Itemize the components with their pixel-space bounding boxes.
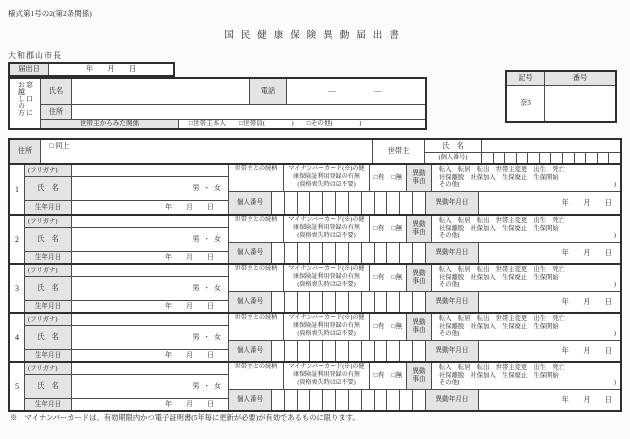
digit-cell bbox=[399, 390, 412, 410]
digit-cell bbox=[361, 341, 374, 361]
furigana-label: (フリガナ) bbox=[25, 314, 71, 325]
footnote: ※ マイナンバーカードは、有効期限内かつ電子証明書(5年毎に更新が必要)が有効であるものに限ります。 bbox=[10, 413, 360, 422]
phone-field: ― ― bbox=[286, 79, 425, 104]
birth-date-label: 生年月日 bbox=[25, 350, 71, 361]
householder-personal-no-digit-boxes bbox=[481, 153, 620, 163]
householder-name-label: 氏 名 bbox=[425, 140, 481, 152]
householder-name-field bbox=[481, 140, 620, 152]
change-reason-label-line2: 事由 bbox=[412, 178, 426, 185]
birth-date-field: 年 月 日 bbox=[71, 301, 228, 312]
mynumber-card-note bbox=[283, 363, 369, 389]
digit-cell bbox=[309, 341, 322, 361]
householder-label: 世帯主 bbox=[372, 140, 424, 163]
change-reason-label bbox=[406, 363, 431, 389]
visitor-address-label: 住所 bbox=[41, 105, 71, 119]
reason-other-open: その他( bbox=[439, 232, 460, 240]
mynumber-note-line1: マイナンバーカード(※)の健 bbox=[288, 315, 365, 322]
visitor-relation-label: 世帯主からみた関係 bbox=[41, 120, 178, 128]
change-reason-label-line2: 事由 bbox=[412, 278, 426, 285]
mynumber-note-line3: (資格喪失時は☑不要) bbox=[297, 232, 356, 239]
digit-cell bbox=[374, 390, 387, 410]
digit-cell bbox=[297, 243, 310, 263]
row-number: 3 bbox=[10, 265, 24, 312]
furigana-field bbox=[71, 165, 228, 176]
move-date-field: 年 月 日 bbox=[478, 243, 620, 263]
furigana-label: (フリガナ) bbox=[25, 216, 71, 227]
digit-cell bbox=[585, 153, 597, 163]
householder-relation-field: 世帯主との続柄 bbox=[229, 165, 283, 191]
change-reason-options bbox=[431, 314, 620, 340]
move-date-field: 年 月 日 bbox=[478, 341, 620, 361]
householder-relation-field: 世帯主との続柄 bbox=[229, 216, 283, 242]
reason-options-line2: 社保離脱 社保加入 生保廃止 生保開始 bbox=[439, 173, 559, 181]
name-label: 氏 名 bbox=[25, 277, 71, 300]
registration-yes-no-checkboxes: □有 □無 bbox=[369, 265, 406, 291]
change-reason-label bbox=[406, 314, 431, 340]
digit-cell bbox=[527, 153, 539, 163]
householder-relation-field: 世帯主との続柄 bbox=[229, 363, 283, 389]
person-row bbox=[10, 361, 620, 410]
name-label: 氏 名 bbox=[25, 375, 71, 398]
digit-cell bbox=[482, 153, 493, 163]
reason-options-line1: 転入 転居 転出 世帯主変更 出生 死亡 bbox=[439, 216, 565, 224]
furigana-field bbox=[71, 265, 228, 276]
digit-cell bbox=[504, 153, 516, 163]
digit-cell bbox=[412, 341, 425, 361]
digit-cell bbox=[550, 153, 562, 163]
move-date-label: 異動年月日 bbox=[425, 341, 478, 361]
reason-options-line1: 転入 転居 転出 世帯主変更 出生 死亡 bbox=[439, 363, 565, 371]
reason-options-line2: 社保離脱 社保加入 生保廃止 生保開始 bbox=[439, 273, 559, 281]
digit-cell bbox=[374, 243, 387, 263]
birth-date-field: 年 月 日 bbox=[71, 399, 228, 410]
reason-options-line2: 社保離脱 社保加入 生保廃止 生保開始 bbox=[439, 224, 559, 232]
digit-cell bbox=[309, 390, 322, 410]
personal-number-digit-boxes bbox=[271, 292, 425, 312]
change-reason-options bbox=[431, 216, 620, 242]
table-header-row bbox=[10, 140, 620, 165]
addressee: 大和郡山市長 bbox=[8, 51, 62, 60]
furigana-label: (フリガナ) bbox=[25, 165, 71, 176]
mynumber-note-line2: 康保険証利用登録の有無 bbox=[292, 323, 361, 330]
digit-cell bbox=[297, 292, 310, 312]
name-field-with-sex: 男 ・ 女 bbox=[71, 277, 228, 300]
digit-cell bbox=[374, 292, 387, 312]
name-label: 氏 名 bbox=[25, 228, 71, 251]
change-reason-label-line1: 異動 bbox=[412, 319, 426, 327]
personal-number-label: 個人番号 bbox=[229, 243, 271, 263]
mynumber-card-note bbox=[283, 265, 369, 291]
move-date-label: 異動年月日 bbox=[425, 390, 478, 410]
digit-cell bbox=[284, 341, 297, 361]
name-field-with-sex: 男 ・ 女 bbox=[71, 375, 228, 398]
notify-date-label: 届出日 bbox=[10, 64, 48, 75]
digit-cell bbox=[272, 292, 284, 312]
row-number: 4 bbox=[10, 314, 24, 361]
birth-date-label: 生年月日 bbox=[25, 252, 71, 263]
digit-cell bbox=[608, 153, 620, 163]
digit-cell bbox=[335, 390, 348, 410]
change-reason-label bbox=[406, 265, 431, 291]
personal-number-digit-boxes bbox=[271, 390, 425, 410]
visitor-box bbox=[8, 77, 427, 130]
reason-other-close: ) bbox=[613, 181, 616, 189]
digit-cell bbox=[322, 292, 335, 312]
digit-cell bbox=[284, 192, 297, 214]
furigana-field bbox=[71, 314, 228, 325]
reason-options-line1: 転入 転居 転出 世帯主変更 出生 死亡 bbox=[439, 165, 565, 173]
birth-date-label: 生年月日 bbox=[25, 399, 71, 410]
digit-cell bbox=[361, 192, 374, 214]
change-reason-label bbox=[406, 165, 431, 191]
digit-cell bbox=[335, 292, 348, 312]
digit-cell bbox=[562, 153, 574, 163]
digit-cell bbox=[348, 292, 361, 312]
digit-cell bbox=[348, 390, 361, 410]
digit-cell bbox=[539, 153, 551, 163]
reason-options-line1: 転入 転居 転出 世帯主変更 出生 死亡 bbox=[439, 314, 565, 322]
move-date-label: 異動年月日 bbox=[425, 292, 478, 312]
move-date-field: 年 月 日 bbox=[478, 390, 620, 410]
digit-cell bbox=[272, 243, 284, 263]
reason-other-close: ) bbox=[613, 281, 616, 289]
personal-number-digit-boxes bbox=[271, 243, 425, 263]
furigana-field bbox=[71, 363, 228, 374]
digit-cell bbox=[361, 292, 374, 312]
visitor-side-label-right: 窓口に bbox=[25, 81, 34, 123]
move-date-field: 年 月 日 bbox=[478, 292, 620, 312]
furigana-label: (フリガナ) bbox=[25, 363, 71, 374]
digit-cell bbox=[322, 390, 335, 410]
visitor-name-label: 氏名 bbox=[41, 79, 71, 104]
mynumber-note-line2: 康保険証利用登録の有無 bbox=[292, 274, 361, 281]
person-row bbox=[10, 214, 620, 263]
name-label: 氏 名 bbox=[25, 177, 71, 200]
visitor-side-label bbox=[10, 79, 40, 128]
reason-other-open: その他( bbox=[439, 181, 460, 189]
mynumber-note-line2: 康保険証利用登録の有無 bbox=[292, 174, 361, 181]
digit-cell bbox=[309, 243, 322, 263]
mynumber-note-line3: (資格喪失時は☑不要) bbox=[297, 281, 356, 288]
name-field-with-sex: 男 ・ 女 bbox=[71, 326, 228, 349]
person-row bbox=[10, 263, 620, 312]
change-reason-label-line2: 事由 bbox=[412, 229, 426, 236]
birth-date-field: 年 月 日 bbox=[71, 350, 228, 361]
change-reason-label-line1: 異動 bbox=[412, 170, 426, 178]
digit-cell bbox=[386, 390, 399, 410]
change-reason-options bbox=[431, 265, 620, 291]
furigana-label: (フリガナ) bbox=[25, 265, 71, 276]
digit-cell bbox=[348, 243, 361, 263]
change-reason-label-line1: 異動 bbox=[412, 270, 426, 278]
birth-date-label: 生年月日 bbox=[25, 201, 71, 214]
mynumber-note-line1: マイナンバーカード(※)の健 bbox=[288, 266, 365, 273]
row-number: 1 bbox=[10, 165, 24, 214]
digit-cell bbox=[412, 292, 425, 312]
person-row bbox=[10, 312, 620, 361]
digit-cell bbox=[297, 341, 310, 361]
mynumber-note-line3: (資格喪失時は☑不要) bbox=[297, 181, 356, 188]
digit-cell bbox=[348, 192, 361, 214]
reason-options-line3 bbox=[439, 182, 616, 189]
move-date-label: 異動年月日 bbox=[425, 192, 478, 214]
digit-cell bbox=[272, 341, 284, 361]
change-reason-label-line2: 事由 bbox=[412, 327, 426, 334]
digit-cell bbox=[361, 390, 374, 410]
digit-cell bbox=[386, 243, 399, 263]
name-field-with-sex: 男 ・ 女 bbox=[71, 177, 228, 200]
change-reason-options bbox=[431, 165, 620, 191]
digit-cell bbox=[309, 292, 322, 312]
reason-other-open: その他( bbox=[439, 330, 460, 338]
digit-cell bbox=[386, 192, 399, 214]
form-code: 様式第1号の2(第2条関係) bbox=[8, 9, 92, 18]
phone-label: 電話 bbox=[249, 79, 286, 104]
digit-cell bbox=[374, 192, 387, 214]
change-reason-label-line2: 事由 bbox=[412, 376, 426, 383]
name-field-with-sex: 男 ・ 女 bbox=[71, 228, 228, 251]
row-number: 2 bbox=[10, 216, 24, 263]
personal-number-digit-boxes bbox=[271, 341, 425, 361]
personal-number-digit-boxes bbox=[271, 192, 425, 214]
symbol-value: 奈3 bbox=[507, 86, 544, 121]
mynumber-note-line2: 康保険証利用登録の有無 bbox=[292, 225, 361, 232]
registration-yes-no-checkboxes: □有 □無 bbox=[369, 216, 406, 242]
digit-cell bbox=[284, 243, 297, 263]
householder-relation-field: 世帯主との続柄 bbox=[229, 265, 283, 291]
digit-cell bbox=[335, 192, 348, 214]
reason-options-line3 bbox=[439, 233, 616, 240]
visitor-relation-checkboxes: □世帯主本人 □世帯員( ) □その他( ) bbox=[178, 120, 425, 128]
personal-number-label: 個人番号 bbox=[229, 341, 271, 361]
digit-cell bbox=[284, 292, 297, 312]
number-value bbox=[544, 86, 615, 121]
digit-cell bbox=[322, 341, 335, 361]
visitor-name-field bbox=[71, 79, 249, 104]
number-label: 番号 bbox=[544, 72, 615, 85]
digit-cell bbox=[516, 153, 528, 163]
move-date-field: 年 月 日 bbox=[478, 192, 620, 214]
notify-date-box bbox=[8, 62, 175, 77]
mynumber-card-note bbox=[283, 314, 369, 340]
page-title: 国民健康保険異動届出書 bbox=[224, 31, 406, 41]
mynumber-note-line3: (資格喪失時は☑不要) bbox=[297, 330, 356, 337]
householder-personal-no-label: (個人番号) bbox=[425, 153, 481, 163]
mynumber-note-line1: マイナンバーカード(※)の健 bbox=[288, 364, 365, 371]
digit-cell bbox=[399, 192, 412, 214]
mynumber-note-line1: マイナンバーカード(※)の健 bbox=[288, 217, 365, 224]
digit-cell bbox=[412, 192, 425, 214]
digit-cell bbox=[348, 341, 361, 361]
registration-yes-no-checkboxes: □有 □無 bbox=[369, 314, 406, 340]
furigana-field bbox=[71, 216, 228, 227]
birth-date-label: 生年月日 bbox=[25, 301, 71, 312]
digit-cell bbox=[493, 153, 505, 163]
digit-cell bbox=[574, 153, 586, 163]
digit-cell bbox=[335, 341, 348, 361]
row-number: 5 bbox=[10, 363, 24, 410]
change-reason-options bbox=[431, 363, 620, 389]
digit-cell bbox=[335, 243, 348, 263]
birth-date-field: 年 月 日 bbox=[71, 252, 228, 263]
mynumber-note-line2: 康保険証利用登録の有無 bbox=[292, 372, 361, 379]
digit-cell bbox=[412, 390, 425, 410]
notify-date-field: 年 月 日 bbox=[48, 64, 173, 75]
person-row bbox=[10, 165, 620, 214]
personal-number-label: 個人番号 bbox=[229, 390, 271, 410]
change-reason-label-line1: 異動 bbox=[412, 368, 426, 376]
reason-options-line2: 社保離脱 社保加入 生保廃止 生保開始 bbox=[439, 371, 559, 379]
change-reason-label bbox=[406, 216, 431, 242]
digit-cell bbox=[386, 292, 399, 312]
registration-yes-no-checkboxes: □有 □無 bbox=[369, 363, 406, 389]
reason-other-close: ) bbox=[613, 330, 616, 338]
move-date-label: 異動年月日 bbox=[425, 243, 478, 263]
persons-table bbox=[8, 138, 622, 412]
digit-cell bbox=[297, 192, 310, 214]
householder-relation-field: 世帯主との続柄 bbox=[229, 314, 283, 340]
digit-cell bbox=[322, 243, 335, 263]
personal-number-label: 個人番号 bbox=[229, 192, 271, 214]
reason-other-close: ) bbox=[613, 379, 616, 387]
digit-cell bbox=[399, 243, 412, 263]
mynumber-card-note bbox=[283, 216, 369, 242]
digit-cell bbox=[284, 390, 297, 410]
birth-date-field: 年 月 日 bbox=[71, 201, 228, 214]
mynumber-note-line3: (資格喪失時は☑不要) bbox=[297, 379, 356, 386]
digit-cell bbox=[309, 192, 322, 214]
change-reason-label-line1: 異動 bbox=[412, 221, 426, 229]
personal-number-label: 個人番号 bbox=[229, 292, 271, 312]
symbol-number-box bbox=[505, 70, 617, 123]
digit-cell bbox=[597, 153, 609, 163]
name-label: 氏 名 bbox=[25, 326, 71, 349]
visitor-side-label-left: お越しの方 bbox=[17, 81, 26, 116]
mynumber-note-line1: マイナンバーカード(※)の健 bbox=[288, 166, 365, 173]
reason-options-line2: 社保離脱 社保加入 生保廃止 生保開始 bbox=[439, 322, 559, 330]
visitor-address-field bbox=[71, 105, 425, 119]
digit-cell bbox=[399, 292, 412, 312]
reason-other-close: ) bbox=[613, 232, 616, 240]
digit-cell bbox=[412, 243, 425, 263]
reason-options-line3 bbox=[439, 380, 616, 387]
digit-cell bbox=[399, 341, 412, 361]
digit-cell bbox=[361, 243, 374, 263]
reason-options-line1: 転入 転居 転出 世帯主変更 出生 死亡 bbox=[439, 265, 565, 273]
registration-yes-no-checkboxes: □有 □無 bbox=[369, 165, 406, 191]
digit-cell bbox=[374, 341, 387, 361]
digit-cell bbox=[272, 390, 284, 410]
digit-cell bbox=[386, 341, 399, 361]
same-as-above-checkbox: □ 同上 bbox=[40, 140, 372, 163]
digit-cell bbox=[322, 192, 335, 214]
reason-options-line3 bbox=[439, 282, 616, 289]
digit-cell bbox=[297, 390, 310, 410]
symbol-label: 記号 bbox=[507, 72, 544, 85]
reason-other-open: その他( bbox=[439, 281, 460, 289]
reason-options-line3 bbox=[439, 331, 616, 338]
mynumber-card-note bbox=[283, 165, 369, 191]
table-address-label: 住所 bbox=[10, 140, 40, 163]
reason-other-open: その他( bbox=[439, 379, 460, 387]
digit-cell bbox=[272, 192, 284, 214]
